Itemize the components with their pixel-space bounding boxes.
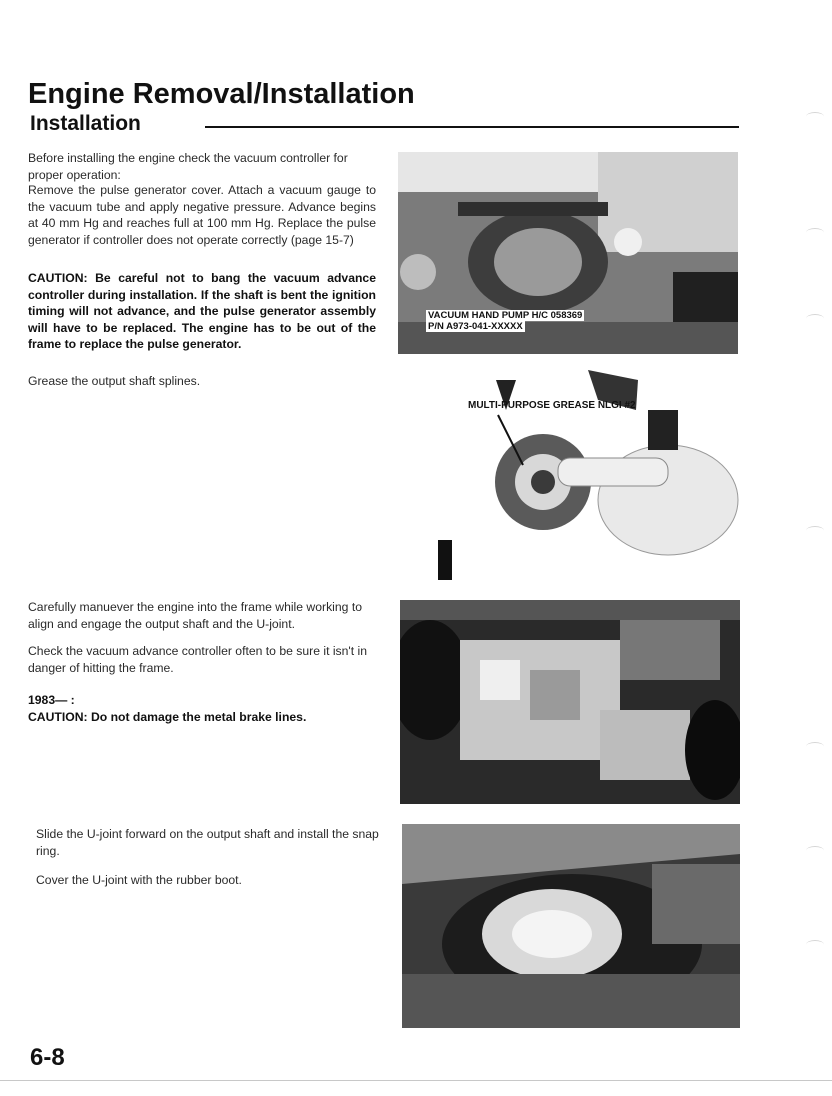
binder-mark (806, 940, 824, 949)
grease-callout: MULTI-PURPOSE GREASE NLGI #2 (468, 400, 636, 411)
year-note: 1983— : (28, 693, 75, 707)
binder-mark (806, 314, 824, 323)
brake-lines-caution (28, 692, 376, 725)
ujoint-slide-instruction: Slide the U-joint forward on the output shaft and install the snap ring. (36, 827, 379, 858)
page-bottom-edge (0, 1080, 832, 1081)
header-rule (205, 126, 739, 128)
vacuum-advance-caution: CAUTION: Be careful not to bang the vacuum advance controller during installation. If the shaft is bent the ignition timing will not advance, and the pulse generator assembly will have to be replaced. The engine has to be out of the frame to replace the pulse generator. (28, 271, 376, 351)
ujoint-snap-ring-photo (402, 824, 740, 1028)
binder-mark (806, 846, 824, 855)
vacuum-pump-label: VACUUM HAND PUMP H/C 058369 (428, 310, 583, 321)
engine-align-instruction: Carefully manuever the engine into the frame while working to align and engage the output shaft and the U-joint. (28, 600, 362, 631)
binder-mark (806, 228, 824, 237)
vacuum-check-intro: Before installing the engine check the vacuum controller for proper operation: (28, 151, 348, 182)
binder-mark (806, 742, 824, 751)
page-number: 6-8 (30, 1044, 65, 1071)
binder-mark (806, 112, 824, 121)
vacuum-pump-photo (398, 152, 738, 354)
engine-in-frame-photo (400, 600, 740, 804)
brake-caution-text: CAUTION: Do not damage the metal brake lines. (28, 709, 307, 724)
section-subtitle: Installation (30, 112, 141, 135)
grease-instruction: Grease the output shaft splines. (28, 374, 201, 388)
controller-check-instruction: Check the vacuum advance controller often to be sure it isn't in danger of hitting the frame. (28, 644, 368, 675)
binder-mark (806, 526, 824, 535)
vacuum-pump-part-number: P/N A973-041-XXXXX (428, 321, 523, 332)
rubber-boot-instruction: Cover the U-joint with the rubber boot. (36, 873, 242, 887)
output-shaft-grease-photo (398, 370, 742, 580)
vacuum-check-procedure: Remove the pulse generator cover. Attach a vacuum gauge to the vacuum tube and apply negative pressure. Advance begins at 40 mm Hg and reaches full at 100 mm Hg. Replace the pulse generator if controller does not operate correctly (page 15-7) (28, 183, 376, 247)
page-title: Engine Removal/Installation (28, 78, 415, 110)
